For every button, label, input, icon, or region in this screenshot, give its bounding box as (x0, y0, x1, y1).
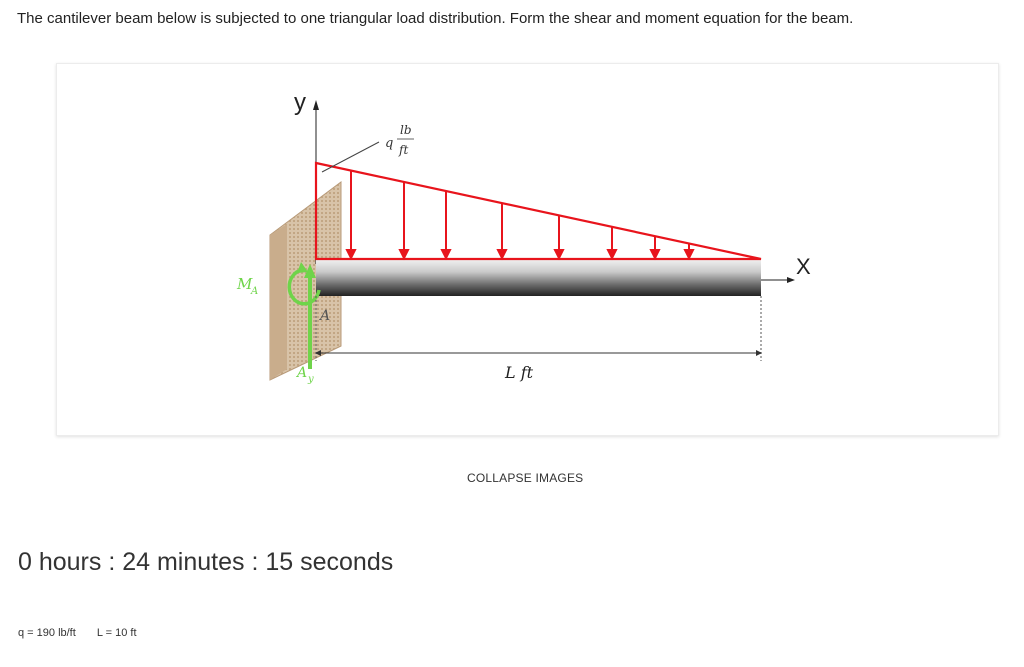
svg-text:q: q (385, 136, 394, 151)
svg-text:A: A (251, 286, 259, 297)
load-intensity-label (322, 123, 414, 172)
svg-text:ft: ft (399, 143, 409, 157)
x-axis (761, 254, 811, 283)
point-a-label: A (320, 308, 331, 324)
span-label: L ft (505, 363, 534, 382)
question-text: The cantilever beam below is subjected to one triangular load distribution. Form the shear and moment equation for the beam. (17, 10, 854, 27)
variable-list (18, 627, 155, 639)
beam (316, 259, 761, 296)
beam-figure (56, 63, 999, 436)
variable-l: L = 10 ft (96, 627, 137, 639)
x-axis-label: X (796, 254, 811, 279)
variable-q: q = 190 lb/ft (18, 627, 76, 639)
svg-text:lb: lb (400, 123, 412, 137)
triangular-load (316, 163, 761, 259)
beam-diagram (57, 64, 998, 435)
svg-text:M: M (237, 275, 253, 293)
y-axis-label: y (294, 89, 306, 116)
collapse-images-button[interactable]: COLLAPSE IMAGES (467, 471, 584, 485)
svg-text:y: y (308, 374, 314, 385)
svg-text:A: A (297, 365, 308, 381)
countdown-timer: 0 hours : 24 minutes : 15 seconds (18, 548, 394, 576)
span-dimension (315, 296, 762, 382)
